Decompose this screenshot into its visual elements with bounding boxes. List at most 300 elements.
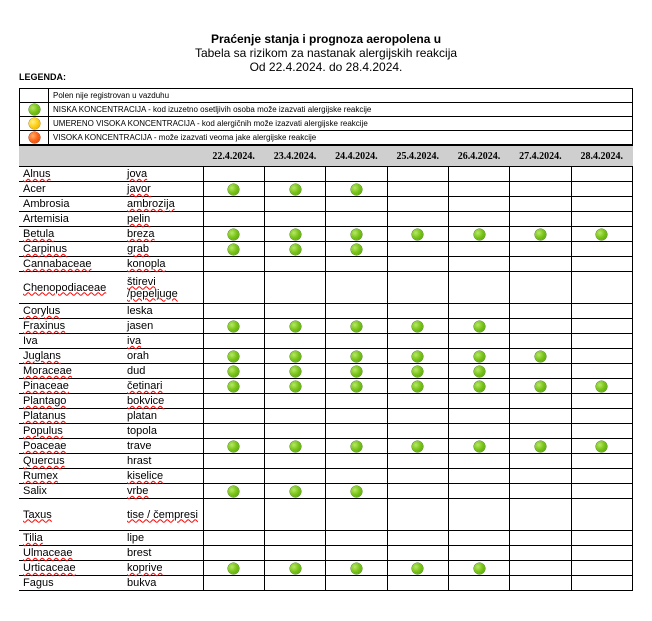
header-blank — [19, 146, 123, 167]
legend-row — [20, 103, 633, 117]
level-cell — [264, 379, 325, 394]
green-dot-icon — [474, 381, 485, 392]
latin-name: Salix — [19, 484, 123, 499]
level-cell — [510, 484, 571, 499]
green-dot-icon — [228, 366, 239, 377]
level-cell — [203, 349, 264, 364]
level-cell — [387, 561, 448, 576]
level-cell — [326, 304, 387, 319]
level-cell — [264, 349, 325, 364]
level-cell — [387, 272, 448, 304]
local-name: jova — [123, 167, 203, 182]
level-cell — [571, 182, 632, 197]
level-cell — [264, 167, 325, 182]
level-cell — [448, 576, 509, 591]
red-dot-icon — [29, 132, 40, 143]
level-cell — [387, 334, 448, 349]
level-cell — [326, 561, 387, 576]
legend-icon-cell — [20, 89, 49, 103]
local-name: trave — [123, 439, 203, 454]
legend-text: VISOKA KONCENTRACIJA - može izazvati veoma jake alergijske reakcije — [49, 131, 633, 145]
level-cell — [326, 546, 387, 561]
level-cell — [448, 227, 509, 242]
local-name: grab — [123, 242, 203, 257]
date-header: 26.4.2024. — [448, 146, 509, 167]
local-name: breza — [123, 227, 203, 242]
green-dot-icon — [351, 381, 362, 392]
table-row — [19, 364, 633, 379]
latin-name: Acer — [19, 182, 123, 197]
green-dot-icon — [412, 441, 423, 452]
level-cell — [387, 379, 448, 394]
table-row — [19, 499, 633, 531]
level-cell — [448, 197, 509, 212]
level-cell — [510, 379, 571, 394]
level-cell — [264, 484, 325, 499]
level-cell — [448, 454, 509, 469]
level-cell — [203, 394, 264, 409]
level-cell — [326, 349, 387, 364]
level-cell — [203, 319, 264, 334]
level-cell — [326, 197, 387, 212]
local-name: hrast — [123, 454, 203, 469]
latin-name: Taxus — [19, 499, 123, 531]
level-cell — [203, 304, 264, 319]
green-dot-icon — [535, 351, 546, 362]
level-cell — [448, 379, 509, 394]
level-cell — [264, 319, 325, 334]
green-dot-icon — [290, 184, 301, 195]
legend-icon-cell — [20, 117, 49, 131]
level-cell — [448, 469, 509, 484]
table-row — [19, 304, 633, 319]
green-dot-icon — [412, 381, 423, 392]
level-cell — [326, 319, 387, 334]
level-cell — [510, 409, 571, 424]
level-cell — [571, 531, 632, 546]
legend-text: UMERENO VISOKA KONCENTRACIJA - kod alergičnih može izazvati alergijske reakcije — [49, 117, 633, 131]
level-cell — [571, 394, 632, 409]
level-cell — [448, 484, 509, 499]
local-name: kiselice — [123, 469, 203, 484]
level-cell — [203, 272, 264, 304]
level-cell — [387, 546, 448, 561]
level-cell — [510, 242, 571, 257]
date-header: 28.4.2024. — [571, 146, 632, 167]
latin-name: Tilia — [19, 531, 123, 546]
date-header-row — [19, 146, 633, 167]
latin-name: Ulmaceae — [19, 546, 123, 561]
level-cell — [326, 272, 387, 304]
legend-text: Polen nije registrovan u vazduhu — [49, 89, 633, 103]
level-cell — [510, 499, 571, 531]
green-dot-icon — [290, 229, 301, 240]
green-dot-icon — [351, 351, 362, 362]
level-cell — [510, 319, 571, 334]
level-cell — [264, 364, 325, 379]
table-row — [19, 272, 633, 304]
document-period: Od 22.4.2024. do 28.4.2024. — [249, 60, 403, 74]
level-cell — [387, 212, 448, 227]
green-dot-icon — [228, 486, 239, 497]
level-cell — [571, 561, 632, 576]
level-cell — [326, 394, 387, 409]
green-dot-icon — [351, 184, 362, 195]
level-cell — [387, 227, 448, 242]
level-cell — [326, 439, 387, 454]
latin-name: Pinaceae — [19, 379, 123, 394]
level-cell — [510, 469, 571, 484]
level-cell — [387, 409, 448, 424]
table-row — [19, 349, 633, 364]
level-cell — [571, 576, 632, 591]
green-dot-icon — [474, 441, 485, 452]
table-row — [19, 576, 633, 591]
level-cell — [571, 546, 632, 561]
green-dot-icon — [228, 321, 239, 332]
level-cell — [264, 272, 325, 304]
legend-text: NISKA KONCENTRACIJA - kod izuzetno osetljivih osoba može izazvati alergijske reakcije — [49, 103, 633, 117]
green-dot-icon — [351, 441, 362, 452]
level-cell — [387, 182, 448, 197]
local-name: topola — [123, 424, 203, 439]
level-cell — [571, 439, 632, 454]
table-row — [19, 394, 633, 409]
level-cell — [448, 242, 509, 257]
green-dot-icon — [228, 229, 239, 240]
latin-name: Fraxinus — [19, 319, 123, 334]
green-dot-icon — [412, 563, 423, 574]
level-cell — [571, 499, 632, 531]
level-cell — [510, 394, 571, 409]
level-cell — [448, 394, 509, 409]
green-dot-icon — [596, 381, 607, 392]
table-row — [19, 167, 633, 182]
level-cell — [326, 499, 387, 531]
green-dot-icon — [474, 229, 485, 240]
level-cell — [264, 439, 325, 454]
level-cell — [510, 257, 571, 272]
level-cell — [264, 212, 325, 227]
green-dot-icon — [290, 244, 301, 255]
local-name: bukva — [123, 576, 203, 591]
level-cell — [448, 257, 509, 272]
latin-name: Poaceae — [19, 439, 123, 454]
latin-name: Chenopodiaceae — [19, 272, 123, 304]
level-cell — [448, 561, 509, 576]
legend-icon-cell — [20, 103, 49, 117]
green-dot-icon — [290, 381, 301, 392]
level-cell — [571, 212, 632, 227]
green-dot-icon — [290, 486, 301, 497]
table-row — [19, 242, 633, 257]
level-cell — [387, 257, 448, 272]
level-cell — [264, 469, 325, 484]
level-cell — [203, 197, 264, 212]
level-cell — [264, 242, 325, 257]
level-cell — [326, 576, 387, 591]
level-cell — [264, 182, 325, 197]
level-cell — [387, 531, 448, 546]
table-row — [19, 439, 633, 454]
level-cell — [264, 546, 325, 561]
local-name: pelin — [123, 212, 203, 227]
green-dot-icon — [412, 351, 423, 362]
level-cell — [571, 257, 632, 272]
level-cell — [510, 212, 571, 227]
level-cell — [448, 424, 509, 439]
level-cell — [448, 212, 509, 227]
level-cell — [387, 167, 448, 182]
level-cell — [203, 561, 264, 576]
level-cell — [510, 272, 571, 304]
table-row — [19, 546, 633, 561]
table-row — [19, 469, 633, 484]
level-cell — [326, 167, 387, 182]
local-name: leska — [123, 304, 203, 319]
level-cell — [448, 334, 509, 349]
level-cell — [203, 484, 264, 499]
level-cell — [264, 394, 325, 409]
level-cell — [448, 546, 509, 561]
level-cell — [264, 424, 325, 439]
green-dot-icon — [351, 244, 362, 255]
level-cell — [326, 182, 387, 197]
green-dot-icon — [474, 563, 485, 574]
level-cell — [510, 167, 571, 182]
level-cell — [571, 334, 632, 349]
level-cell — [387, 242, 448, 257]
level-cell — [264, 334, 325, 349]
level-cell — [387, 576, 448, 591]
legend-row — [20, 117, 633, 131]
document-header — [0, 32, 652, 74]
level-cell — [387, 319, 448, 334]
green-dot-icon — [351, 366, 362, 377]
local-name: konopla — [123, 257, 203, 272]
table-row — [19, 257, 633, 272]
table-row — [19, 334, 633, 349]
level-cell — [326, 257, 387, 272]
latin-name: Iva — [19, 334, 123, 349]
date-header: 27.4.2024. — [510, 146, 571, 167]
local-name: bokvice — [123, 394, 203, 409]
level-cell — [264, 257, 325, 272]
pollen-table — [19, 145, 633, 591]
level-cell — [387, 304, 448, 319]
local-name: četinari — [123, 379, 203, 394]
level-cell — [448, 319, 509, 334]
level-cell — [387, 439, 448, 454]
level-cell — [203, 167, 264, 182]
green-dot-icon — [535, 229, 546, 240]
level-cell — [448, 439, 509, 454]
table-row — [19, 227, 633, 242]
table-row — [19, 379, 633, 394]
local-name: platan — [123, 409, 203, 424]
level-cell — [510, 334, 571, 349]
level-cell — [448, 499, 509, 531]
green-dot-icon — [228, 441, 239, 452]
level-cell — [326, 409, 387, 424]
latin-name: Cannabaceae — [19, 257, 123, 272]
local-name: tise / čempresi — [123, 499, 203, 531]
green-dot-icon — [228, 381, 239, 392]
green-dot-icon — [228, 244, 239, 255]
level-cell — [510, 454, 571, 469]
green-dot-icon — [474, 366, 485, 377]
local-name: lipe — [123, 531, 203, 546]
level-cell — [448, 167, 509, 182]
level-cell — [387, 484, 448, 499]
level-cell — [264, 409, 325, 424]
level-cell — [448, 409, 509, 424]
level-cell — [448, 364, 509, 379]
level-cell — [510, 439, 571, 454]
table-row — [19, 182, 633, 197]
level-cell — [571, 197, 632, 212]
local-name: brest — [123, 546, 203, 561]
local-name: štirevi /pepeljuge — [123, 272, 203, 304]
level-cell — [387, 424, 448, 439]
level-cell — [510, 546, 571, 561]
local-name: koprive — [123, 561, 203, 576]
level-cell — [326, 242, 387, 257]
latin-name: Carpinus — [19, 242, 123, 257]
level-cell — [387, 394, 448, 409]
green-dot-icon — [290, 563, 301, 574]
level-cell — [387, 197, 448, 212]
green-dot-icon — [351, 229, 362, 240]
level-cell — [387, 469, 448, 484]
latin-name: Betula — [19, 227, 123, 242]
green-dot-icon — [412, 321, 423, 332]
level-cell — [387, 454, 448, 469]
legend-row — [20, 131, 633, 145]
level-cell — [203, 439, 264, 454]
level-cell — [264, 454, 325, 469]
table-row — [19, 424, 633, 439]
latin-name: Corylus — [19, 304, 123, 319]
level-cell — [326, 469, 387, 484]
table-row — [19, 561, 633, 576]
level-cell — [571, 242, 632, 257]
level-cell — [571, 349, 632, 364]
local-name: orah — [123, 349, 203, 364]
local-name: vrbe — [123, 484, 203, 499]
green-dot-icon — [290, 351, 301, 362]
green-dot-icon — [351, 563, 362, 574]
green-dot-icon — [596, 229, 607, 240]
level-cell — [571, 424, 632, 439]
level-cell — [203, 334, 264, 349]
green-dot-icon — [351, 321, 362, 332]
table-row — [19, 484, 633, 499]
green-dot-icon — [290, 441, 301, 452]
green-dot-icon — [474, 351, 485, 362]
legend-label: LEGENDA: — [19, 72, 66, 82]
latin-name: Fagus — [19, 576, 123, 591]
table-row — [19, 212, 633, 227]
local-name: javor — [123, 182, 203, 197]
level-cell — [264, 197, 325, 212]
level-cell — [510, 561, 571, 576]
level-cell — [510, 197, 571, 212]
green-dot-icon — [596, 441, 607, 452]
legend-row — [20, 89, 633, 103]
local-name: dud — [123, 364, 203, 379]
level-cell — [510, 182, 571, 197]
table-row — [19, 454, 633, 469]
level-cell — [326, 531, 387, 546]
latin-name: Moraceae — [19, 364, 123, 379]
level-cell — [510, 576, 571, 591]
level-cell — [571, 469, 632, 484]
level-cell — [264, 576, 325, 591]
level-cell — [448, 272, 509, 304]
level-cell — [510, 227, 571, 242]
latin-name: Urticaceae — [19, 561, 123, 576]
level-cell — [571, 272, 632, 304]
level-cell — [571, 454, 632, 469]
level-cell — [571, 319, 632, 334]
level-cell — [571, 167, 632, 182]
latin-name: Alnus — [19, 167, 123, 182]
green-dot-icon — [290, 321, 301, 332]
level-cell — [571, 304, 632, 319]
level-cell — [264, 531, 325, 546]
level-cell — [510, 424, 571, 439]
level-cell — [264, 304, 325, 319]
document-title: Praćenje stanja i prognoza aeropolena u — [210, 32, 442, 46]
level-cell — [326, 364, 387, 379]
latin-name: Juglans — [19, 349, 123, 364]
green-dot-icon — [535, 381, 546, 392]
level-cell — [448, 182, 509, 197]
level-cell — [571, 409, 632, 424]
table-row — [19, 197, 633, 212]
level-cell — [203, 454, 264, 469]
level-cell — [510, 349, 571, 364]
header-blank — [123, 146, 203, 167]
level-cell — [203, 531, 264, 546]
green-dot-icon — [29, 104, 40, 115]
green-dot-icon — [228, 184, 239, 195]
latin-name: Populus — [19, 424, 123, 439]
latin-name: Quercus — [19, 454, 123, 469]
yellow-dot-icon — [29, 118, 40, 129]
level-cell — [203, 409, 264, 424]
level-cell — [203, 182, 264, 197]
table-row — [19, 319, 633, 334]
level-cell — [448, 349, 509, 364]
level-cell — [571, 484, 632, 499]
green-dot-icon — [351, 486, 362, 497]
green-dot-icon — [412, 366, 423, 377]
level-cell — [326, 484, 387, 499]
document-subtitle: Tabela sa rizikom za nastanak alergijskih reakcija — [194, 46, 458, 60]
level-cell — [326, 424, 387, 439]
level-cell — [203, 227, 264, 242]
green-dot-icon — [474, 321, 485, 332]
legend-icon-cell — [20, 131, 49, 145]
level-cell — [326, 334, 387, 349]
latin-name: Rumex — [19, 469, 123, 484]
level-cell — [203, 242, 264, 257]
latin-name: Platanus — [19, 409, 123, 424]
date-header: 23.4.2024. — [264, 146, 325, 167]
level-cell — [571, 379, 632, 394]
